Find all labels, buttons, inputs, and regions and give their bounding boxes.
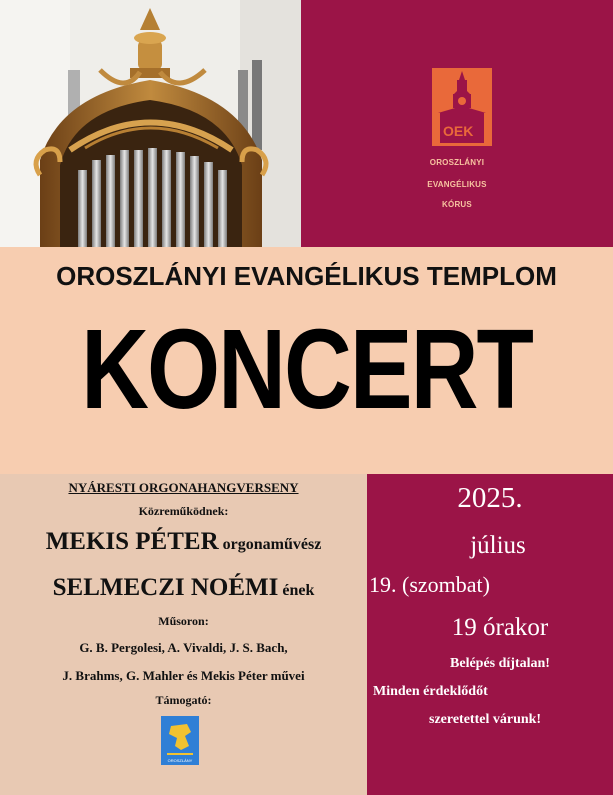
choir-brand-panel — [301, 0, 613, 247]
lion-crest-icon — [161, 716, 199, 765]
invite-line-1: Minden érdeklődőt — [373, 684, 488, 699]
composers-line-2: J. Brahms, G. Mahler és Mekis Péter művei — [62, 668, 305, 683]
choir-name-line-1: OROSZLÁNYI — [429, 158, 485, 167]
choir-logo — [432, 68, 492, 146]
supporter-label: Támogató: — [155, 693, 212, 707]
program-panel — [0, 474, 367, 795]
church-logo-icon — [432, 68, 492, 146]
performer-role: orgonaművész — [222, 536, 322, 553]
invite-line-2: szeretettel várunk! — [429, 712, 542, 727]
organ-illustration — [0, 0, 301, 247]
admission-note: Belépés díjtalan! — [450, 656, 550, 671]
series-title: NYÁRESTI ORGONAHANGVERSENY — [68, 480, 299, 495]
performer-name: MEKIS PÉTER — [45, 528, 219, 555]
church-title: OROSZLÁNYI EVANGÉLIKUS TEMPLOM — [56, 261, 557, 291]
concert-heading: KONCERT — [81, 306, 532, 433]
program-label: Műsoron: — [158, 614, 209, 628]
oroszlany-crest — [161, 716, 199, 765]
event-year: 2025. — [457, 482, 523, 514]
performer-1 — [0, 528, 367, 556]
logo-letters: OEK — [443, 123, 474, 139]
choir-name-line-2: EVANGÉLIKUS — [427, 180, 487, 189]
performer-name: SELMECZI NOÉMI — [52, 574, 279, 601]
crest-text: OROSZLÁNY — [167, 758, 193, 763]
performer-2 — [0, 574, 367, 602]
event-time: 19 órakor — [451, 614, 549, 641]
organ-photo — [0, 0, 301, 247]
performer-role: ének — [282, 582, 315, 599]
event-details-panel — [367, 474, 613, 795]
event-month: július — [470, 532, 526, 559]
event-day: 19. (szombat) — [369, 572, 490, 597]
composers-line-1: G. B. Pergolesi, A. Vivaldi, J. S. Bach, — [79, 640, 288, 655]
title-band — [0, 247, 613, 474]
choir-name-line-3: KÓRUS — [442, 200, 472, 209]
performers-label: Közreműködnek: — [138, 504, 229, 518]
